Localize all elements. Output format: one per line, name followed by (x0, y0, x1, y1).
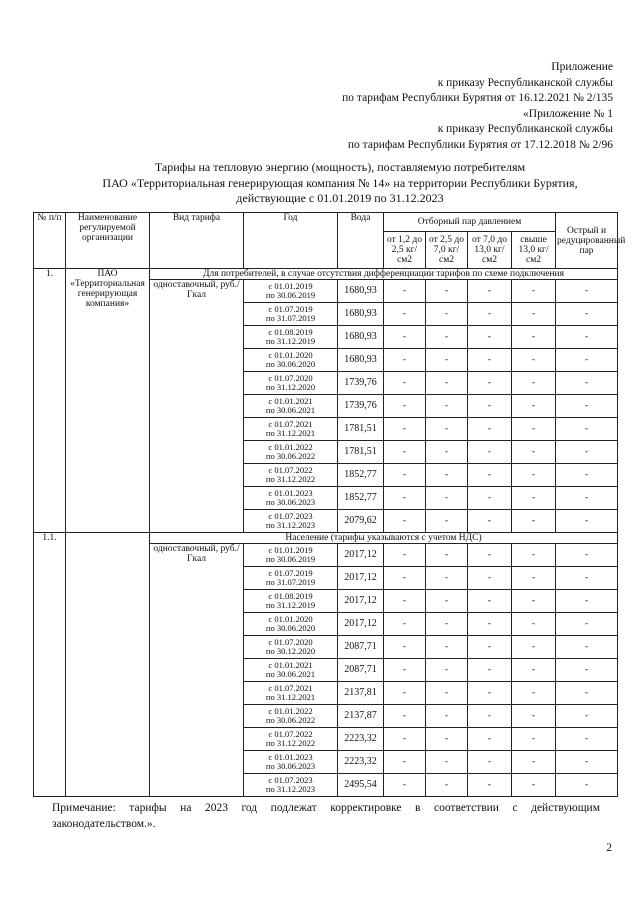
water-tariff: 2223,32 (338, 728, 384, 751)
empty-value-dash: - (426, 510, 468, 533)
tariff-type: одноставочный, руб./Гкал (150, 544, 244, 797)
water-tariff: 2017,12 (338, 567, 384, 590)
period-to: по 31.12.2023 (265, 784, 316, 794)
period-from: с 01.01.2022 (268, 705, 313, 716)
empty-value-dash: - (556, 659, 618, 682)
period-cell (244, 280, 338, 303)
water-tariff: 1680,93 (338, 280, 384, 303)
empty-value-dash: - (512, 441, 556, 464)
empty-value-dash: - (384, 510, 426, 533)
header-line: Приложение (551, 61, 613, 73)
empty-value-dash: - (426, 395, 468, 418)
period-cell (244, 464, 338, 487)
period-to: по 30.06.2020 (265, 359, 316, 369)
note-text: Примечание: тарифы на 2023 год подлежат корректировке в соответствии с действующим законодательством.». (52, 802, 600, 830)
empty-value-dash: - (512, 418, 556, 441)
empty-value-dash: - (384, 590, 426, 613)
period-cell (244, 441, 338, 464)
empty-value-dash: - (426, 441, 468, 464)
empty-value-dash: - (426, 659, 468, 682)
empty-value-dash: - (384, 613, 426, 636)
water-tariff: 1781,51 (338, 418, 384, 441)
empty-value-dash: - (468, 659, 512, 682)
empty-value-dash: - (426, 636, 468, 659)
document-header (342, 60, 613, 154)
period-from: с 01.07.2021 (268, 682, 313, 693)
empty-value-dash: - (468, 395, 512, 418)
empty-value-dash: - (468, 774, 512, 797)
period-to: по 30.06.2020 (265, 623, 316, 633)
period-from: с 01.07.2020 (268, 372, 313, 383)
period-to: по 30.06.2022 (265, 451, 316, 461)
empty-value-dash: - (556, 567, 618, 590)
empty-value-dash: - (556, 441, 618, 464)
tariff-type: одноставочный, руб./Гкал (150, 280, 244, 533)
period-to: по 31.12.2022 (265, 738, 316, 748)
empty-value-dash: - (384, 418, 426, 441)
empty-value-dash: - (556, 487, 618, 510)
empty-value-dash: - (468, 544, 512, 567)
period-to: по 30.06.2021 (265, 669, 316, 679)
period-cell (244, 487, 338, 510)
empty-value-dash: - (426, 682, 468, 705)
water-tariff: 2087,71 (338, 659, 384, 682)
period-from: с 01.01.2023 (268, 751, 313, 762)
empty-value-dash: - (468, 728, 512, 751)
period-from: с 01.01.2020 (268, 349, 313, 360)
section-row (34, 533, 618, 544)
header-water: Вода (338, 213, 384, 269)
empty-value-dash: - (556, 590, 618, 613)
period-cell (244, 544, 338, 567)
water-tariff: 2087,71 (338, 636, 384, 659)
empty-value-dash: - (556, 682, 618, 705)
period-cell (244, 418, 338, 441)
water-tariff: 2079,62 (338, 510, 384, 533)
empty-value-dash: - (384, 751, 426, 774)
empty-value-dash: - (384, 659, 426, 682)
period-cell (244, 303, 338, 326)
period-from: с 01.08.2019 (268, 326, 313, 337)
period-from: с 01.07.2019 (268, 303, 313, 314)
empty-value-dash: - (512, 613, 556, 636)
water-tariff: 2017,12 (338, 544, 384, 567)
empty-value-dash: - (556, 464, 618, 487)
empty-value-dash: - (468, 441, 512, 464)
empty-value-dash: - (556, 751, 618, 774)
water-tariff: 2017,12 (338, 613, 384, 636)
section-label: Население (тарифы указываются с учетом НДС) (150, 533, 618, 544)
period-cell (244, 395, 338, 418)
header-tariff-type: Вид тарифа (150, 213, 244, 269)
period-to: по 30.06.2023 (265, 497, 316, 507)
header-steam-col: от 2,5 до 7,0 кг/см2 (426, 232, 468, 269)
empty-value-dash: - (384, 395, 426, 418)
period-from: с 01.07.2023 (268, 774, 313, 785)
empty-value-dash: - (556, 613, 618, 636)
empty-value-dash: - (384, 464, 426, 487)
period-to: по 31.12.2019 (265, 336, 316, 346)
period-cell (244, 613, 338, 636)
period-from: с 01.07.2020 (268, 636, 313, 647)
empty-value-dash: - (426, 544, 468, 567)
empty-value-dash: - (556, 510, 618, 533)
empty-value-dash: - (468, 751, 512, 774)
empty-value-dash: - (468, 487, 512, 510)
page-number: 2 (606, 842, 612, 854)
empty-value-dash: - (426, 372, 468, 395)
empty-value-dash: - (556, 418, 618, 441)
header-line: по тарифам Республики Бурятия от 16.12.2021 № 2/135 (342, 92, 613, 105)
empty-value-dash: - (512, 682, 556, 705)
tariff-table (33, 212, 626, 797)
empty-value-dash: - (384, 280, 426, 303)
period-from: с 01.01.2022 (268, 441, 313, 452)
period-cell (244, 326, 338, 349)
empty-value-dash: - (556, 395, 618, 418)
empty-value-dash: - (556, 728, 618, 751)
period-cell (244, 590, 338, 613)
header-line: «Приложение № 1 (523, 107, 613, 120)
section-label: Для потребителей, в случае отсутствия дифференциации тарифов по схеме подключения (150, 269, 618, 280)
title-line: ПАО «Территориальная генерирующая компания № 14» на территории Республики Бурятия, (102, 175, 578, 190)
period-to: по 30.06.2019 (265, 290, 316, 300)
empty-value-dash: - (468, 280, 512, 303)
period-to: по 30.12.2020 (265, 646, 316, 656)
empty-value-dash: - (426, 326, 468, 349)
empty-value-dash: - (468, 418, 512, 441)
period-from: с 01.01.2021 (268, 659, 313, 670)
empty-value-dash: - (426, 349, 468, 372)
empty-value-dash: - (384, 303, 426, 326)
period-from: с 01.07.2022 (268, 728, 313, 739)
period-to: по 30.06.2019 (265, 554, 316, 564)
empty-value-dash: - (512, 774, 556, 797)
empty-value-dash: - (512, 728, 556, 751)
period-to: по 31.12.2021 (265, 428, 316, 438)
water-tariff: 1852,77 (338, 464, 384, 487)
title-line: действующие с 01.01.2019 по 31.12.2023 (236, 191, 444, 205)
empty-value-dash: - (426, 303, 468, 326)
empty-value-dash: - (426, 613, 468, 636)
period-to: по 31.12.2019 (265, 600, 316, 610)
water-tariff: 1680,93 (338, 303, 384, 326)
water-tariff: 2017,12 (338, 590, 384, 613)
water-tariff: 1739,76 (338, 395, 384, 418)
empty-value-dash: - (512, 636, 556, 659)
empty-value-dash: - (468, 590, 512, 613)
empty-value-dash: - (556, 774, 618, 797)
empty-value-dash: - (468, 303, 512, 326)
empty-value-dash: - (512, 487, 556, 510)
empty-value-dash: - (426, 774, 468, 797)
period-cell (244, 774, 338, 797)
empty-value-dash: - (426, 751, 468, 774)
empty-value-dash: - (384, 349, 426, 372)
organization-name (66, 533, 150, 797)
header-year: Год (244, 213, 338, 269)
empty-value-dash: - (468, 510, 512, 533)
period-to: по 31.07.2019 (265, 313, 316, 323)
period-from: с 01.07.2021 (268, 418, 313, 429)
empty-value-dash: - (512, 590, 556, 613)
header-steam-group: Отборный пар давлением (384, 213, 556, 232)
period-to: по 31.07.2019 (265, 577, 316, 587)
empty-value-dash: - (512, 372, 556, 395)
period-cell (244, 659, 338, 682)
period-to: по 30.06.2023 (265, 761, 316, 771)
water-tariff: 1781,51 (338, 441, 384, 464)
water-tariff: 1680,93 (338, 326, 384, 349)
empty-value-dash: - (384, 487, 426, 510)
period-cell (244, 567, 338, 590)
empty-value-dash: - (468, 567, 512, 590)
empty-value-dash: - (426, 464, 468, 487)
section-row (34, 269, 618, 280)
water-tariff: 2137,81 (338, 682, 384, 705)
title-line: Тарифы на тепловую энергию (мощность), поставляемую потребителям (154, 160, 526, 174)
period-to: по 31.12.2020 (265, 382, 316, 392)
header-steam-col: свыше 13,0 кг/см2 (512, 232, 556, 269)
empty-value-dash: - (556, 372, 618, 395)
empty-value-dash: - (426, 418, 468, 441)
empty-value-dash: - (512, 395, 556, 418)
empty-value-dash: - (468, 705, 512, 728)
water-tariff: 1739,76 (338, 372, 384, 395)
document-title (60, 160, 620, 207)
empty-value-dash: - (384, 441, 426, 464)
period-from: с 01.01.2020 (268, 613, 313, 624)
empty-value-dash: - (426, 705, 468, 728)
period-from: с 01.08.2019 (268, 590, 313, 601)
period-cell (244, 636, 338, 659)
period-from: с 01.01.2021 (268, 395, 313, 406)
period-cell (244, 349, 338, 372)
organization-name: ПАО «Территориальная генерирующая компания» (66, 269, 150, 533)
empty-value-dash: - (384, 705, 426, 728)
header-steam-col: от 1,2 до 2,5 кг/см2 (384, 232, 426, 269)
header-live-steam: Острый и редуцированный пар (556, 213, 618, 269)
period-cell (244, 682, 338, 705)
water-tariff: 2495,54 (338, 774, 384, 797)
empty-value-dash: - (426, 567, 468, 590)
period-cell (244, 372, 338, 395)
header-line: по тарифам Республики Бурятия от 17.12.2018 № 2/96 (347, 138, 613, 151)
empty-value-dash: - (512, 510, 556, 533)
period-to: по 31.12.2021 (265, 692, 316, 702)
period-from: с 01.01.2023 (268, 487, 313, 498)
water-tariff: 2137,87 (338, 705, 384, 728)
empty-value-dash: - (556, 636, 618, 659)
empty-value-dash: - (384, 774, 426, 797)
period-to: по 30.06.2022 (265, 715, 316, 725)
period-cell (244, 705, 338, 728)
empty-value-dash: - (556, 349, 618, 372)
empty-value-dash: - (512, 751, 556, 774)
empty-value-dash: - (384, 372, 426, 395)
period-from: с 01.07.2019 (268, 567, 313, 578)
water-tariff: 1852,77 (338, 487, 384, 510)
header-steam-col: от 7,0 до 13,0 кг/см2 (468, 232, 512, 269)
empty-value-dash: - (468, 636, 512, 659)
empty-value-dash: - (468, 682, 512, 705)
empty-value-dash: - (556, 326, 618, 349)
period-from: с 01.07.2022 (268, 464, 313, 475)
header-line: к приказу Республиканской службы (437, 123, 613, 136)
empty-value-dash: - (556, 544, 618, 567)
empty-value-dash: - (384, 326, 426, 349)
empty-value-dash: - (384, 544, 426, 567)
header-line: к приказу Республиканской службы (437, 76, 613, 89)
empty-value-dash: - (512, 326, 556, 349)
period-cell (244, 510, 338, 533)
period-cell (244, 751, 338, 774)
empty-value-dash: - (468, 349, 512, 372)
period-from: с 01.01.2019 (268, 544, 313, 555)
header-org: Наименование регулируемой организации (66, 213, 150, 269)
empty-value-dash: - (512, 659, 556, 682)
water-tariff: 1680,93 (338, 349, 384, 372)
empty-value-dash: - (468, 326, 512, 349)
empty-value-dash: - (468, 464, 512, 487)
empty-value-dash: - (468, 613, 512, 636)
empty-value-dash: - (512, 303, 556, 326)
empty-value-dash: - (426, 590, 468, 613)
period-to: по 30.06.2021 (265, 405, 316, 415)
period-to: по 31.12.2023 (265, 520, 316, 530)
empty-value-dash: - (512, 544, 556, 567)
empty-value-dash: - (512, 280, 556, 303)
empty-value-dash: - (556, 303, 618, 326)
period-cell (244, 728, 338, 751)
water-tariff: 2223,32 (338, 751, 384, 774)
empty-value-dash: - (512, 349, 556, 372)
empty-value-dash: - (512, 705, 556, 728)
row-number: 1.1. (34, 533, 66, 797)
period-from: с 01.01.2019 (268, 280, 313, 291)
empty-value-dash: - (384, 682, 426, 705)
empty-value-dash: - (426, 728, 468, 751)
empty-value-dash: - (384, 728, 426, 751)
header-num: № п/п (34, 213, 66, 269)
row-number: 1. (34, 269, 66, 533)
empty-value-dash: - (426, 280, 468, 303)
empty-value-dash: - (556, 705, 618, 728)
period-from: с 01.07.2023 (268, 510, 313, 521)
period-to: по 31.12.2022 (265, 474, 316, 484)
empty-value-dash: - (512, 464, 556, 487)
empty-value-dash: - (556, 280, 618, 303)
empty-value-dash: - (512, 567, 556, 590)
empty-value-dash: - (384, 567, 426, 590)
empty-value-dash: - (468, 372, 512, 395)
empty-value-dash: - (384, 636, 426, 659)
empty-value-dash: - (426, 487, 468, 510)
